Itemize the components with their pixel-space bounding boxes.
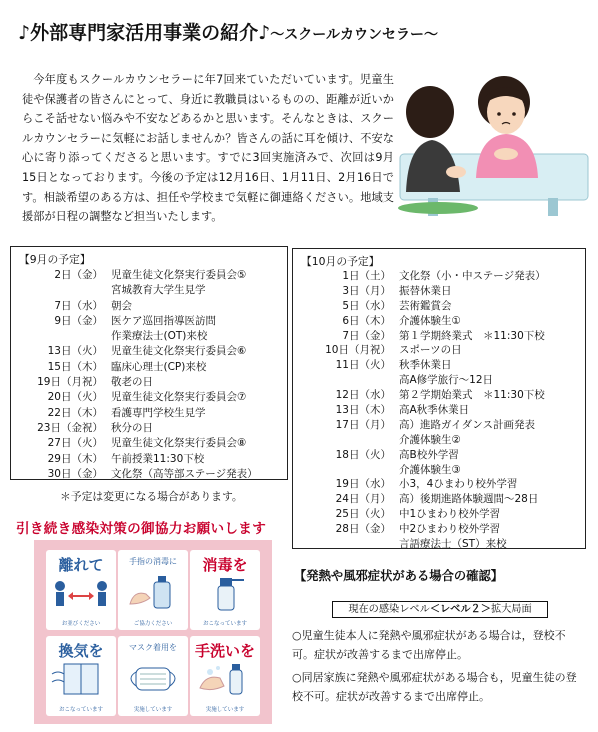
october-row-event: 高A秋季休業日 (399, 404, 470, 417)
october-row-date: 1日（土） (342, 270, 391, 282)
title-sub: ～スクールカウンセラー～ (270, 27, 438, 43)
october-row (297, 492, 583, 507)
september-row-date: 23日（金祝） (37, 421, 103, 434)
october-row-event: 振替休業日 (399, 284, 452, 297)
september-row-event: 宮城教育大学生見学 (111, 284, 206, 297)
distance-icon (46, 574, 116, 614)
september-row (15, 314, 285, 329)
september-row (15, 390, 285, 405)
level-value: ＜レベル２＞ (429, 604, 491, 615)
september-row-date: 9日（金） (54, 314, 103, 327)
september-row (15, 329, 285, 344)
september-row-date: 29日（木） (47, 452, 103, 465)
october-row-date: 10日（月祝） (325, 344, 391, 357)
october-title: 【10月の予定】 (301, 255, 380, 268)
october-row (297, 537, 583, 552)
intro-paragraph: 今年度もスクールカウンセラーに年7回来ていただいています。児童生徒や保護者の皆さんにとって、身近に教職員はいるものの、距離が近いからこそ話せない悩みや不安などあるかと思います。そんなときは、スクールカウンセラーに気軽にお話しませんか？皆さんの話に耳を傾け、不安な心に寄り添ってくださると思います。すでに3回実施済みで、次回は9月15日となっております。今後の予定は12月16日、1月11日、2月16日です。相談希望のある方は、担任や学校まで気軽に御連絡ください。地域支援部が日程の調整など担当いたします。 (22, 73, 394, 224)
tile-ventilate (46, 636, 116, 716)
september-row-event: 朝会 (111, 299, 132, 312)
october-row (297, 403, 583, 418)
fever-heading: 【発熱や風邪症状がある場合の確認】 (294, 569, 504, 583)
october-row-event: 第２学期始業式 ＊11:30下校 (399, 389, 545, 402)
october-row-date: 11日（火） (335, 359, 391, 372)
tile-sanitize (118, 550, 188, 630)
october-row-date: 28日（金） (335, 523, 391, 536)
window-ventilation-icon (46, 660, 116, 700)
handwash-icon (190, 660, 260, 700)
september-rows (15, 268, 285, 482)
september-row (15, 344, 285, 359)
september-row-event: 秋分の日 (111, 421, 153, 434)
september-row-date: 15日（木） (47, 360, 103, 373)
september-row-event: 臨床心理士(CP)来校 (111, 360, 207, 373)
level-prefix: 現在の感染レベル (348, 604, 430, 615)
infection-level-box (332, 601, 548, 618)
september-row-event: 児童生徒文化祭実行委員会⑤ (111, 269, 247, 281)
october-row (297, 507, 583, 522)
tile-ventilate-caption: おこなっています (58, 707, 103, 713)
october-row-event: 言語療法士（ST）来校 (399, 538, 507, 551)
october-row-event: 高）後期進路体験週間～28日 (399, 493, 539, 506)
october-row (297, 448, 583, 463)
september-row-event: 午前授業11:30下校 (111, 452, 205, 465)
october-row-event: 中2ひまわり校外学習 (399, 523, 501, 536)
tile-ventilate-title: 換気を (58, 642, 104, 660)
october-row-date: 19日（水） (335, 478, 391, 491)
october-row-date: 25日（火） (335, 508, 391, 521)
october-row (297, 433, 583, 448)
tile-disinfect-caption: おこなっています (202, 621, 247, 627)
october-row-date: 17日（月） (335, 418, 391, 431)
october-row-date: 18日（火） (335, 448, 391, 461)
tile-handwash (190, 636, 260, 716)
page-title (18, 18, 538, 45)
september-row-date: 7日（水） (54, 299, 103, 312)
september-row-event: 児童生徒文化祭実行委員会⑥ (111, 345, 247, 358)
october-row (297, 388, 583, 403)
october-row-event: 第１学期終業式 ＊11:30下校 (399, 329, 545, 342)
hand-sanitizer-icon (118, 574, 188, 614)
tile-sanitize-title: 手指の消毒に (129, 557, 177, 566)
tile-mask (118, 636, 188, 716)
title-main: ♪外部専門家活用事業の紹介♪ (18, 22, 271, 44)
october-row-event: 介護体験生③ (399, 463, 461, 476)
september-row (15, 299, 285, 314)
september-row-date: 22日（木） (47, 406, 103, 419)
fever-rule-student: ○児童生徒本人に発熱や風邪症状がある場合は，登校不可。症状が改善するまで出席停止。 (292, 629, 566, 661)
october-rows (297, 269, 583, 552)
october-row-date: 7日（金） (342, 329, 391, 342)
september-row-date: 27日（火） (47, 437, 103, 450)
september-row-event: 看護専門学校生見学 (111, 406, 206, 419)
tile-disinfect-title: 消毒を (202, 556, 248, 574)
september-row-date: 19日（月祝） (37, 376, 103, 389)
september-row (15, 452, 285, 467)
cooperation-heading: 引き続き感染対策の御協力お願いします (16, 521, 267, 537)
september-row-event: 作業療法士(OT)来校 (111, 330, 208, 343)
october-row-event: 芸術鑑賞会 (399, 299, 452, 312)
october-row (297, 373, 583, 388)
september-row (15, 360, 285, 375)
september-row-date: 30日（金） (47, 467, 103, 480)
september-row (15, 467, 285, 482)
october-row-date: 24日（月） (335, 493, 391, 506)
october-row (297, 329, 583, 344)
september-row-date: 13日（火） (47, 345, 103, 358)
tile-mask-title: マスク着用を (129, 643, 177, 652)
september-title: 【9月の予定】 (19, 253, 91, 266)
october-row-event: 高A修学旅行～12日 (399, 374, 494, 387)
mask-icon (118, 660, 188, 700)
october-row (297, 358, 583, 373)
october-row-event: 高）進路ガイダンス計画発表 (399, 418, 535, 431)
schedule-note: ＊予定は変更になる場合があります。 (60, 490, 243, 503)
october-schedule (292, 248, 586, 549)
october-row-event: 文化祭（小・中ステージ発表） (399, 270, 546, 282)
october-row-date: 5日（水） (342, 299, 391, 312)
october-row-date: 12日（水） (335, 389, 391, 402)
october-row (297, 314, 583, 329)
september-row-event: 敬老の日 (111, 376, 153, 389)
october-row-event: 小3，4ひまわり校外学習 (399, 478, 518, 491)
october-row (297, 299, 583, 314)
spray-bottle-icon (190, 574, 260, 614)
october-row-event: 秋季休業日 (399, 359, 452, 372)
tile-distance-caption: お並びください (61, 621, 101, 627)
october-row (297, 477, 583, 492)
tile-disinfect (190, 550, 260, 630)
october-row-event: 中1ひまわり校外学習 (399, 508, 501, 521)
october-row-event: 高B校外学習 (399, 448, 459, 461)
september-row-event: 文化祭（高等部ステージ発表） (111, 467, 258, 480)
september-row-date: 20日（火） (47, 391, 103, 404)
tile-handwash-title: 手洗いを (194, 642, 255, 660)
october-row (297, 284, 583, 299)
tile-distance-title: 離れて (58, 556, 104, 574)
infection-poster (34, 540, 272, 724)
september-row (15, 421, 285, 436)
tile-mask-caption: 実施しています (133, 707, 173, 713)
september-row-event: 医ケア巡回指導医訪問 (111, 314, 216, 327)
counselor-illustration (398, 58, 590, 218)
october-row (297, 522, 583, 537)
september-row (15, 283, 285, 298)
september-schedule (10, 246, 288, 480)
fever-rule-family: ○同居家族に発熱や風邪症状がある場合も，児童生徒の登校不可。症状が改善するまで出席停止。 (292, 671, 577, 703)
september-row (15, 268, 285, 283)
tile-sanitize-caption: ご協力ください (133, 621, 173, 627)
october-row-date: 6日（木） (342, 314, 391, 327)
october-row-event: 介護体験生② (399, 433, 461, 446)
october-row-date: 3日（月） (342, 284, 391, 297)
september-row-event: 児童生徒文化祭実行委員会⑧ (111, 437, 247, 450)
september-row (15, 375, 285, 390)
october-row (297, 418, 583, 433)
october-row-event: 介護体験生① (399, 314, 461, 327)
level-suffix: 拡大局面 (490, 604, 532, 615)
october-row-date: 13日（木） (335, 404, 391, 417)
september-row-date: 2日（金） (54, 269, 103, 281)
september-row (15, 436, 285, 451)
september-row (15, 406, 285, 421)
october-row (297, 269, 583, 284)
october-row (297, 343, 583, 358)
september-row-event: 児童生徒文化祭実行委員会⑦ (111, 391, 247, 404)
october-row (297, 463, 583, 478)
tile-distance (46, 550, 116, 630)
tile-handwash-caption: 実施しています (205, 707, 245, 713)
october-row-event: スポーツの日 (399, 344, 462, 357)
